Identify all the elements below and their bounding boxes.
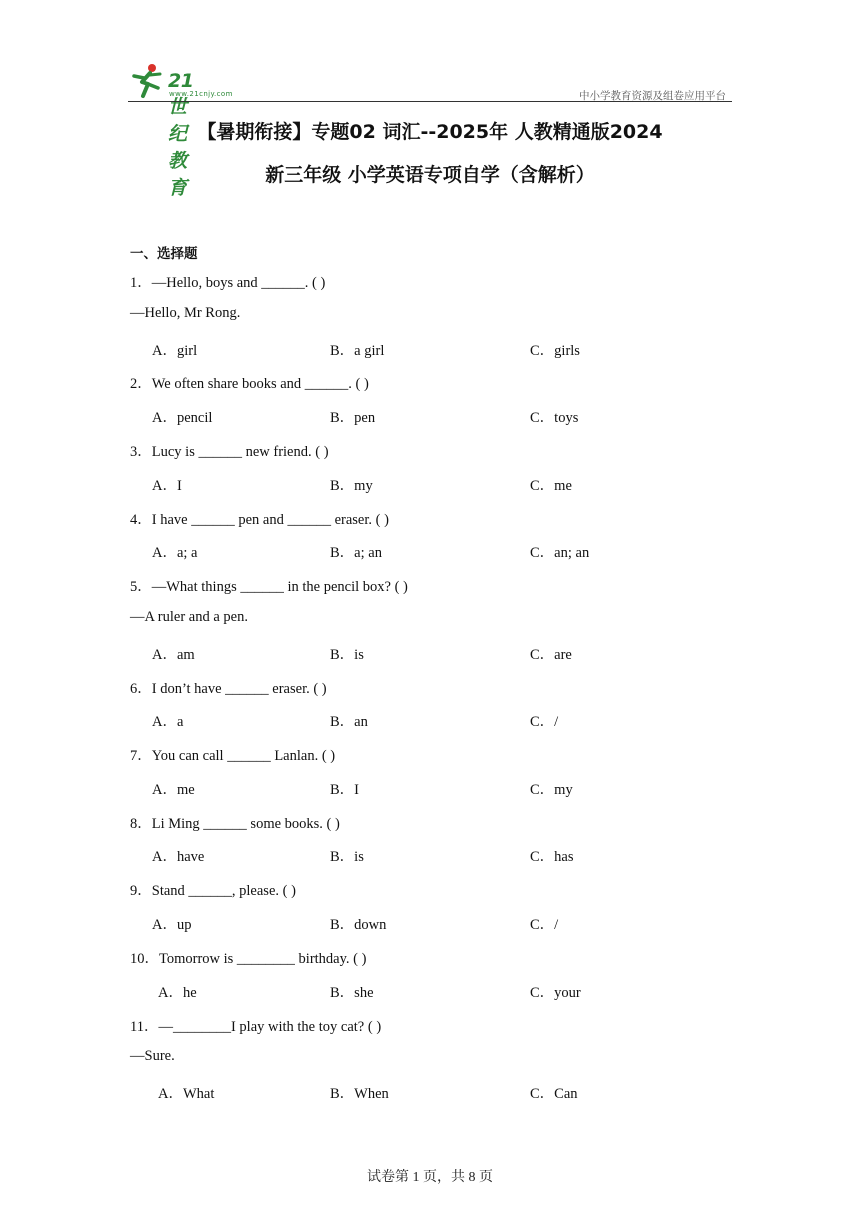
question-dialogue-line: —Sure. [130,1048,175,1064]
option-a: A．What [158,1086,215,1102]
question-stem: 5．—What things ______ in the pencil box? ( ) [130,579,408,595]
header-divider [128,101,732,102]
option-b: B．pen [330,410,376,426]
option-c: C．/ [530,714,559,730]
option-b: B．my [330,478,373,494]
option-c: C．Can [530,1086,578,1102]
option-a: A．am [152,647,195,663]
question-stem: 2．We often share books and ______. ( ) [130,376,369,392]
option-a: A．up [152,917,192,933]
option-c: C．girls [530,343,580,359]
option-b: B．she [330,985,374,1001]
option-c: C．toys [530,410,579,426]
option-c: C．an; an [530,545,590,561]
option-b: B．an [330,714,368,730]
question-stem: 10．Tomorrow is ________ birthday. ( ) [130,951,367,967]
section-heading: 一、选择题 [130,246,198,262]
option-a: A．girl [152,343,198,359]
option-c: C．/ [530,917,559,933]
option-b: B．down [330,917,387,933]
option-a: A．I [152,478,182,494]
question-dialogue-line: —A ruler and a pen. [130,609,248,625]
doc-title-line-1: 【暑期衔接】专题02 词汇--2025年 人教精通版2024 [197,121,663,143]
option-c: C．has [530,849,574,865]
runner-logo-icon [128,62,168,100]
option-a: A．a; a [152,545,198,561]
doc-title-line-2: 新三年级 小学英语专项自学（含解析） [265,164,595,186]
logo-wordmark: 21世纪教育 [168,70,194,199]
question-stem: 6．I don’t have ______ eraser. ( ) [130,681,327,697]
question-stem: 8．Li Ming ______ some books. ( ) [130,816,340,832]
option-b: B．When [330,1086,389,1102]
option-c: C．my [530,782,573,798]
option-b: B．a; an [330,545,382,561]
option-a: A．he [158,985,197,1001]
question-stem: 3．Lucy is ______ new friend. ( ) [130,444,329,460]
question-stem: 1．—Hello, boys and ______. ( ) [130,275,326,291]
option-c: C．me [530,478,572,494]
site-logo [128,62,233,199]
option-a: A．have [152,849,205,865]
question-stem: 4．I have ______ pen and ______ eraser. ( ) [130,512,389,528]
logo-url: www.21cnjy.com [169,90,233,98]
option-b: B．is [330,849,364,865]
option-c: C．are [530,647,572,663]
option-a: A．pencil [152,410,213,426]
question-stem: 7．You can call ______ Lanlan. ( ) [130,748,336,764]
page-footer: 试卷第 1 页，共 8 页 [367,1170,493,1185]
option-b: B．I [330,782,359,798]
option-b: B．a girl [330,343,385,359]
question-stem: 9．Stand ______, please. ( ) [130,883,296,899]
option-a: A．a [152,714,184,730]
question-dialogue-line: —Hello, Mr Rong. [130,305,241,321]
option-b: B．is [330,647,364,663]
question-stem: 11．—________I play with the toy cat? ( ) [130,1019,382,1035]
option-c: C．your [530,985,581,1001]
header-tagline: 中小学教育资源及组卷应用平台 [579,90,726,102]
option-a: A．me [152,782,195,798]
